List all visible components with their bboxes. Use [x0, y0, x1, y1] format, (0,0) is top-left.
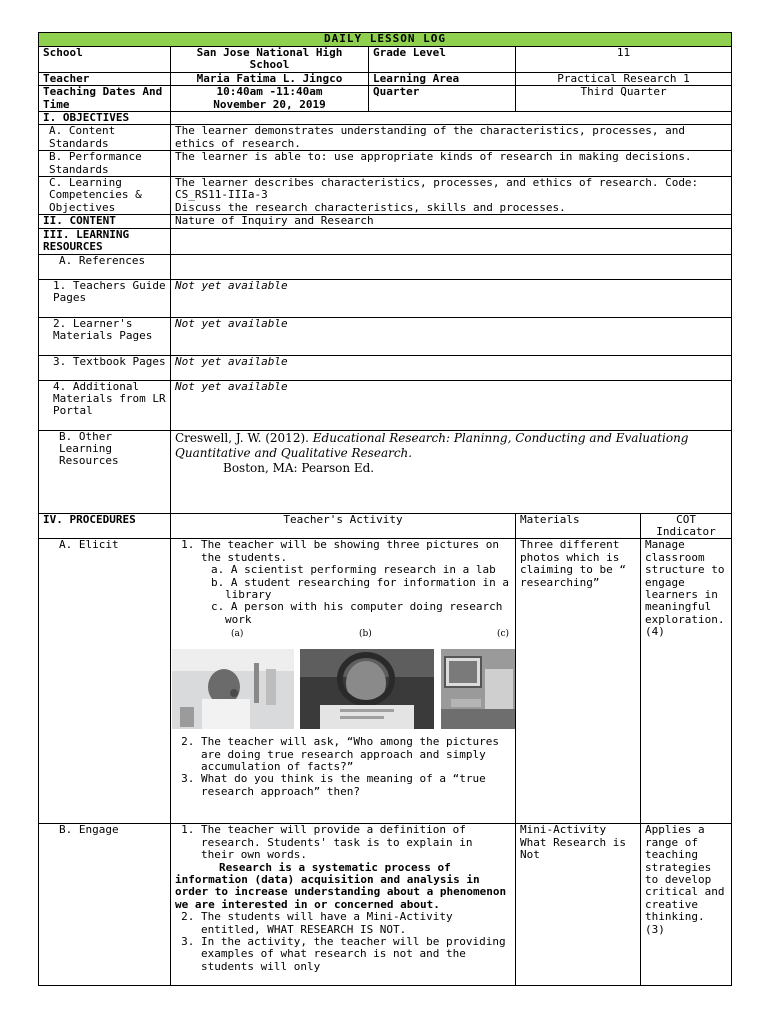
title-row — [39, 33, 732, 47]
content-standards-row — [39, 125, 732, 151]
elicit-item-3: 3. What do you think is the meaning of a “true research approach” then? — [201, 773, 511, 798]
engage-activity — [171, 824, 516, 986]
grade-label: Grade Level — [369, 47, 516, 73]
school-value: San Jose National High School — [171, 47, 369, 73]
content-heading: II. CONTENT — [39, 215, 171, 228]
objectives-heading: I. OBJECTIVES — [39, 112, 171, 125]
citation-title: Educational Research: Planinng, Conducting and Evaluationg Quantitative and Qualitative Research. — [175, 430, 689, 460]
competencies-text — [171, 177, 732, 215]
quarter-value: Third Quarter — [516, 86, 732, 112]
research-definition: Research is a systematic process of information (data) acquisition and analysis in order to increase understanding about a phenomenon we are interested in or concerned about. — [175, 860, 507, 911]
textbook-value: Not yet available — [171, 355, 732, 380]
elicit-materials: Three different photos which is claiming to be “ researching” — [516, 539, 641, 824]
date-value: November 20, 2019 — [213, 97, 326, 111]
references-label: A. References — [39, 254, 171, 279]
teachers-guide-row — [39, 279, 732, 317]
engage-list-1 — [175, 824, 511, 861]
content-standards-label: A. Content Standards — [39, 125, 171, 151]
engage-item-2: 2. The students will have a Mini-Activity entitled, WHAT RESEARCH IS NOT. — [201, 911, 511, 936]
elicit-sub-c: c. A person with his computer doing research work — [211, 600, 503, 626]
elicit-list-2 — [175, 736, 511, 798]
textbook-label: 3. Textbook Pages — [39, 355, 171, 380]
procedures-heading-row — [39, 513, 732, 539]
elicit-item-2: 2. The teacher will ask, “Who among the pictures are doing true research approach and simply accumulation of facts?” — [201, 736, 511, 773]
learners-materials-label: 2. Learner's Materials Pages — [39, 317, 171, 355]
learners-materials-row — [39, 317, 732, 355]
elicit-sub-a: a. A scientist performing research in a lab — [211, 563, 496, 577]
additional-materials-label: 4. Additional Materials from LR Portal — [39, 380, 171, 430]
elicit-sublist — [201, 564, 511, 626]
citation-author: Creswell, J. W. (2012). — [175, 430, 309, 445]
dates-label: Teaching Dates And Time — [39, 86, 171, 112]
teacher-value: Maria Fatima L. Jingco — [171, 72, 369, 85]
engage-item-1 — [201, 824, 511, 861]
teachers-guide-value: Not yet available — [171, 279, 732, 317]
caption-b: (b) — [359, 629, 372, 640]
teachers-guide-label: 1. Teachers Guide Pages — [39, 279, 171, 317]
procedures-heading: IV. PROCEDURES — [39, 513, 171, 539]
col-cot-header: COT Indicator — [641, 513, 732, 539]
elicit-item-1-text: The teacher will be showing three pictures on the students. — [201, 538, 500, 564]
performance-standards-text: The learner is able to: use appropriate kinds of research in making decisions. — [171, 151, 732, 177]
content-text: Nature of Inquiry and Research — [171, 215, 732, 228]
photo-computer — [441, 649, 516, 729]
objectives-heading-row — [39, 112, 732, 125]
citation — [171, 430, 732, 513]
elicit-sub-b-text: A student researching for information in a library — [225, 575, 510, 601]
elicit-sub-b: b. A student researching for information in a library — [211, 575, 510, 601]
elicit-item-1 — [201, 539, 511, 626]
time-value: 10:40am -11:40am — [216, 85, 323, 99]
quarter-label: Quarter — [369, 86, 516, 112]
grade-value: 11 — [516, 47, 732, 73]
teacher-row — [39, 72, 732, 85]
performance-standards-label: B. Performance Standards — [39, 151, 171, 177]
engage-item-3: 3. In the activity, the teacher will be providing examples of what research is not and the students will only — [201, 936, 511, 973]
school-label: School — [39, 47, 171, 73]
competencies-row — [39, 177, 732, 215]
additional-materials-value: Not yet available — [171, 380, 732, 430]
engage-item-1-text: The teacher will provide a definition of research. Students' task is to explain in their own words. — [201, 823, 473, 862]
competencies-text-2: Discuss the research characteristics, skills and processes. — [175, 200, 566, 214]
other-resources-row — [39, 430, 732, 513]
resources-heading-row — [39, 228, 732, 254]
photo-strip — [171, 626, 511, 736]
area-label: Learning Area — [369, 72, 516, 85]
dates-value — [171, 86, 369, 112]
engage-row — [39, 824, 732, 986]
elicit-sub-c-text: A person with his computer doing research work — [225, 600, 503, 626]
elicit-activity — [171, 539, 516, 824]
other-resources-label: B. Other Learning Resources — [39, 430, 171, 513]
engage-label: B. Engage — [39, 824, 171, 986]
competencies-label: C. Learning Competencies & Objectives — [39, 177, 171, 215]
photo-scientist — [172, 649, 294, 729]
elicit-row — [39, 539, 732, 824]
col-materials-header: Materials — [516, 513, 641, 539]
engage-cot: Applies a range of teaching strategies to develop critical and creative thinking. (3) — [641, 824, 732, 986]
citation-publisher: Boston, MA: Pearson Ed. — [223, 460, 375, 475]
elicit-sub-a-text: A scientist performing research in a lab — [230, 563, 496, 577]
competencies-text-1: The learner describes characteristics, processes, and ethics of research. Code: CS_RS11-IIIa-3 — [175, 176, 699, 202]
school-row — [39, 47, 732, 73]
resources-heading: III. LEARNING RESOURCES — [39, 228, 171, 254]
elicit-label: A. Elicit — [39, 539, 171, 824]
textbook-row — [39, 355, 732, 380]
content-standards-text: The learner demonstrates understanding of the characteristics, processes, and ethics of research. — [171, 125, 732, 151]
document-title: DAILY LESSON LOG — [39, 33, 732, 47]
elicit-list-1 — [175, 539, 511, 626]
engage-list-2 — [175, 911, 511, 973]
teacher-label: Teacher — [39, 72, 171, 85]
elicit-cot: Manage classroom structure to engage learners in meaningful exploration. (4) — [641, 539, 732, 824]
additional-materials-row — [39, 380, 732, 430]
dates-row — [39, 86, 732, 112]
caption-a: (a) — [231, 629, 244, 640]
lesson-log-table — [38, 32, 732, 986]
performance-standards-row — [39, 151, 732, 177]
caption-c: (c) — [497, 629, 510, 640]
engage-materials: Mini-Activity What Research is Not — [516, 824, 641, 986]
references-row — [39, 254, 732, 279]
content-row — [39, 215, 732, 228]
area-value: Practical Research 1 — [516, 72, 732, 85]
photo-student — [300, 649, 434, 729]
col-activity-header: Teacher's Activity — [171, 513, 516, 539]
learners-materials-value: Not yet available — [171, 317, 732, 355]
lesson-log-page — [38, 32, 731, 986]
